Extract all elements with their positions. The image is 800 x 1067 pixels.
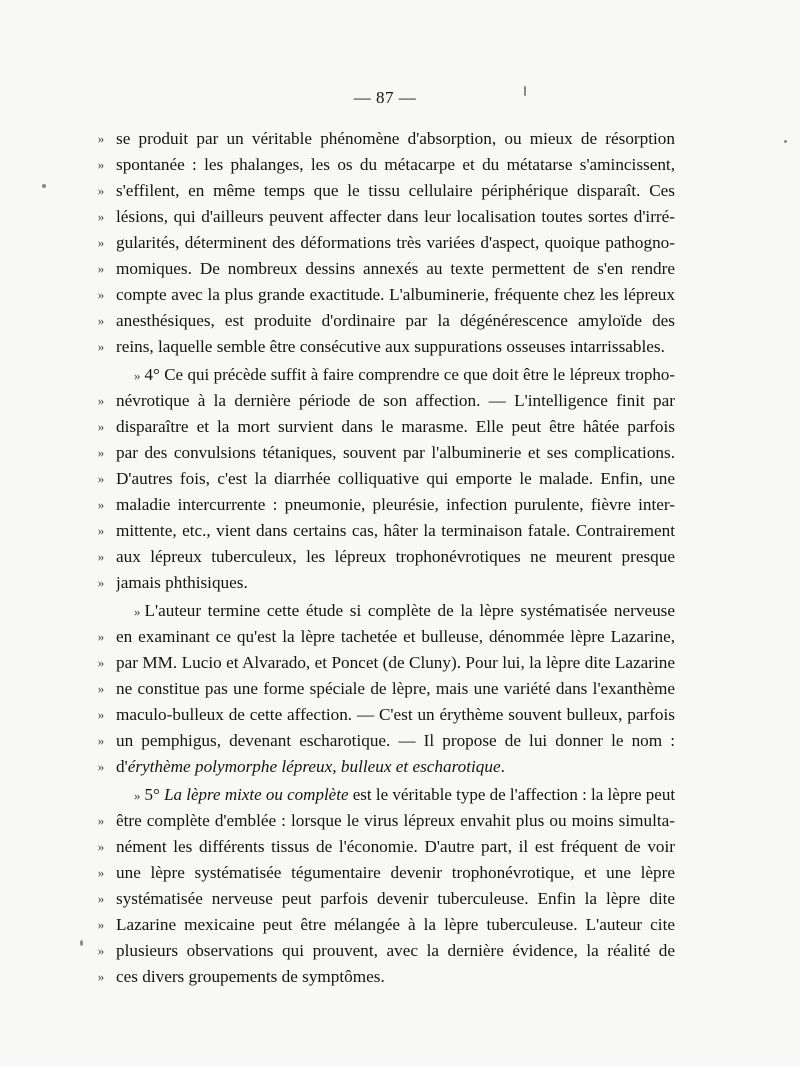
line-text-content: 4° Ce qui précède suffit à faire comprendre ce que doit être le lépreux tropho- [144, 365, 675, 384]
quote-mark: » [97, 865, 105, 880]
line-text: maculo-bulleux de cette affection. — C'est un érythème souvent bulleux, parfois [116, 705, 675, 724]
line-text: jamais phthisiques. [116, 573, 248, 592]
scan-speck [80, 940, 83, 946]
text-line [0, 808, 800, 834]
quote-mark: » [97, 209, 105, 224]
quote-mark: » [97, 261, 105, 276]
quote-mark: » [97, 339, 105, 354]
scan-speck [524, 86, 526, 96]
text-line [0, 230, 800, 256]
quote-mark: » [134, 788, 141, 803]
line-text: compte avec la plus grande exactitude. L'albuminerie, fréquente chez les lépreux [116, 285, 675, 304]
text-line [0, 126, 800, 152]
quote-mark: » [97, 549, 105, 564]
quote-mark: » [97, 157, 105, 172]
quote-mark: » [97, 681, 105, 696]
line-text: par des convulsions tétaniques, souvent par l'albuminerie et ses complications. [116, 443, 675, 462]
text-line [0, 334, 800, 360]
line-text: ces divers groupements de symptômes. [116, 967, 385, 986]
text-line [0, 204, 800, 230]
text-line [0, 282, 800, 308]
quote-mark: » [97, 183, 105, 198]
text-line [0, 624, 800, 650]
quote-mark: » [97, 813, 105, 828]
line-text: reins, laquelle semble être consécutive aux suppurations osseuses intarrissables. [116, 337, 665, 356]
quote-mark: » [97, 393, 105, 408]
text-line [0, 598, 800, 624]
text-line [0, 650, 800, 676]
quote-mark: » [97, 707, 105, 722]
line-text: d'érythème polymorphe lépreux, bulleux et escharotique. [116, 757, 505, 776]
quote-mark: » [97, 419, 105, 434]
line-text: plusieurs observations qui prouvent, avec la dernière évidence, la réalité de [116, 941, 675, 960]
line-text-content: L'auteur termine cette étude si complète de la lèpre systématisée nerveuse [144, 601, 675, 620]
quote-mark: » [97, 313, 105, 328]
quote-mark: » [97, 891, 105, 906]
text-line [0, 178, 800, 204]
quote-mark: » [97, 497, 105, 512]
quote-mark: » [97, 471, 105, 486]
quote-mark: » [97, 523, 105, 538]
line-text: mittente, etc., vient dans certains cas, hâter la terminaison fatale. Contrairement [116, 521, 675, 540]
line-text: gularités, déterminent des déformations très variées d'aspect, quoique pathogno- [116, 233, 675, 252]
quote-mark: » [97, 655, 105, 670]
text-line [0, 754, 800, 780]
italic-term: La lèpre mixte ou complète [164, 785, 349, 804]
line-text [134, 598, 675, 625]
line-text: lésions, qui d'ailleurs peuvent affecter dans leur localisation toutes sortes d'irré- [116, 207, 675, 226]
text-line [0, 518, 800, 544]
text-line [0, 308, 800, 334]
line-text: ne constitue pas une forme spéciale de lèpre, mais une variété dans l'exanthème [116, 679, 675, 698]
line-text: nément les différents tissus de l'économie. D'autre part, il est fréquent de voir [116, 837, 675, 856]
line-text: être complète d'emblée : lorsque le virus lépreux envahit plus ou moins simulta- [116, 811, 675, 830]
text-line [0, 544, 800, 570]
text-line [0, 256, 800, 282]
line-text: D'autres fois, c'est la diarrhée colliquative qui emporte le malade. Enfin, une [116, 469, 675, 488]
text-line [0, 964, 800, 990]
scan-speck [42, 184, 46, 188]
line-text: aux lépreux tuberculeux, les lépreux trophonévrotiques ne meurent presque [116, 547, 675, 566]
line-text: anesthésiques, est produite d'ordinaire par la dégénérescence amyloïde des [116, 311, 675, 330]
quote-mark: » [97, 839, 105, 854]
line-text: » 5° La lèpre mixte ou complète est le véritable type de l'affection : la lèpre peut [134, 785, 675, 804]
text-line [0, 782, 800, 808]
text-line [0, 912, 800, 938]
text-line [0, 886, 800, 912]
quote-mark: » [97, 235, 105, 250]
line-text: par MM. Lucio et Alvarado, et Poncet (de Cluny). Pour lui, la lèpre dite Lazarine [116, 653, 675, 672]
quote-mark: » [97, 943, 105, 958]
line-text: se produit par un véritable phénomène d'absorption, ou mieux de résorption [116, 129, 675, 148]
quote-mark: » [97, 629, 105, 644]
line-text: Lazarine mexicaine peut être mélangée à la lèpre tuberculeuse. L'auteur cite [116, 915, 675, 934]
text-line [0, 570, 800, 596]
text-line [0, 938, 800, 964]
text-line [0, 492, 800, 518]
line-text: en examinant ce qu'est la lèpre tachetée et bulleuse, dénommée lèpre Lazarine, [116, 627, 675, 646]
text-line [0, 466, 800, 492]
quote-mark: » [134, 604, 141, 619]
text-line [0, 834, 800, 860]
quote-mark: » [97, 131, 105, 146]
line-text: s'effilent, en même temps que le tissu cellulaire périphérique disparaît. Ces [116, 181, 675, 200]
quote-mark: » [134, 368, 141, 383]
text-line [0, 860, 800, 886]
quote-mark: » [97, 969, 105, 984]
quote-mark: » [97, 575, 105, 590]
quote-mark: » [97, 445, 105, 460]
text-line [0, 362, 800, 388]
line-text: systématisée nerveuse peut parfois devenir tuberculeuse. Enfin la lèpre dite [116, 889, 675, 908]
line-text: maladie intercurrente : pneumonie, pleurésie, infection purulente, fièvre inter- [116, 495, 675, 514]
line-text: momiques. De nombreux dessins annexés au texte permettent de s'en rendre [116, 259, 675, 278]
line-text: une lèpre systématisée tégumentaire devenir trophonévrotique, et une lèpre [116, 863, 675, 882]
italic-term: érythème polymorphe lépreux, bulleux et escharotique [127, 757, 501, 776]
page-number: — 87 — [353, 88, 417, 107]
text-line [0, 152, 800, 178]
quote-mark: » [97, 759, 105, 774]
text-line [0, 388, 800, 414]
quote-mark: » [97, 917, 105, 932]
scan-speck [784, 140, 787, 143]
text-line [0, 676, 800, 702]
line-text [134, 362, 675, 389]
quote-mark: » [97, 733, 105, 748]
text-line [0, 414, 800, 440]
text-line [0, 728, 800, 754]
line-text: spontanée : les phalanges, les os du métacarpe et du métatarse s'amincissent, [116, 155, 675, 174]
text-line [0, 702, 800, 728]
line-text: névrotique à la dernière période de son affection. — L'intelligence finit par [116, 391, 675, 410]
line-text: un pemphigus, devenant escharotique. — Il propose de lui donner le nom : [116, 731, 675, 750]
text-line [0, 440, 800, 466]
line-text: disparaître et la mort survient dans le marasme. Elle peut être hâtée parfois [116, 417, 675, 436]
quote-mark: » [97, 287, 105, 302]
